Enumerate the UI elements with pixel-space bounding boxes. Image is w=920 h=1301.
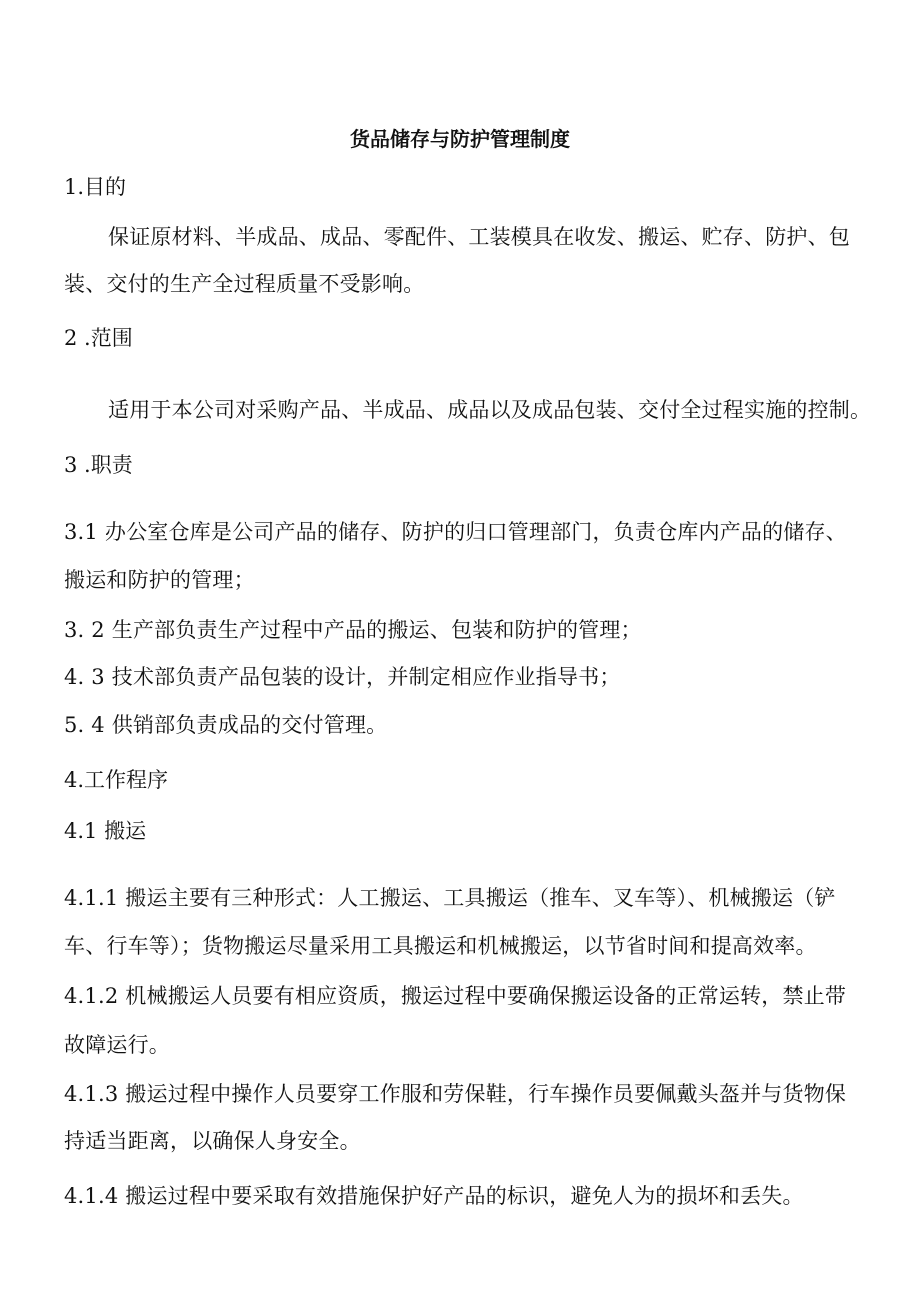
scope-text-line-1: 适用于本公司对采购产品、半成品、成品以及成品包装、交付全过程实施的控制。	[108, 398, 872, 422]
purpose-text-line-2: 装、交付的生产全过程质量不受影响。	[64, 272, 425, 296]
duty-item-1-line-1: 3.1 办公室仓库是公司产品的储存、防护的归口管理部门，负责仓库内产品的储存、	[64, 520, 847, 544]
duty-item-4: 5. 4 供销部负责成品的交付管理。	[64, 713, 388, 737]
duty-item-1-line-2: 搬运和防护的管理；	[64, 568, 255, 592]
procedure-4-1-2-line-2: 故障运行。	[64, 1033, 170, 1057]
sub-heading-transport: 4.1 搬运	[64, 819, 147, 843]
procedure-4-1-1-line-1: 4.1.1 搬运主要有三种形式：人工搬运、工具搬运（推车、叉车等）、机械搬运（铲	[64, 886, 836, 910]
duty-item-3: 4. 3 技术部负责产品包装的设计，并制定相应作业指导书；	[64, 665, 621, 689]
procedure-4-1-1-line-2: 车、行车等）；货物搬运尽量采用工具搬运和机械搬运，以节省时间和提高效率。	[64, 934, 817, 958]
section-heading-scope: 2 .范围	[64, 326, 133, 350]
section-heading-duties: 3 .职责	[64, 453, 133, 477]
duty-item-2: 3. 2 生产部负责生产过程中产品的搬运、包装和防护的管理；	[64, 618, 642, 642]
purpose-text-line-1: 保证原材料、半成品、成品、零配件、工装模具在收发、搬运、贮存、防护、包	[108, 225, 850, 249]
procedure-4-1-3-line-2: 持适当距离，以确保人身安全。	[64, 1129, 361, 1153]
section-heading-purpose: 1.目的	[64, 175, 127, 199]
section-heading-procedure: 4.工作程序	[64, 768, 169, 792]
document-title: 货品储存与防护管理制度	[350, 127, 570, 151]
procedure-4-1-4-line-1: 4.1.4 搬运过程中要采取有效措施保护好产品的标识，避免人为的损坏和丢失。	[64, 1184, 804, 1208]
procedure-4-1-2-line-1: 4.1.2 机械搬运人员要有相应资质，搬运过程中要确保搬运设备的正常运转，禁止带	[64, 984, 847, 1008]
procedure-4-1-3-line-1: 4.1.3 搬运过程中操作人员要穿工作服和劳保鞋，行车操作员要佩戴头盔并与货物保	[64, 1082, 847, 1106]
